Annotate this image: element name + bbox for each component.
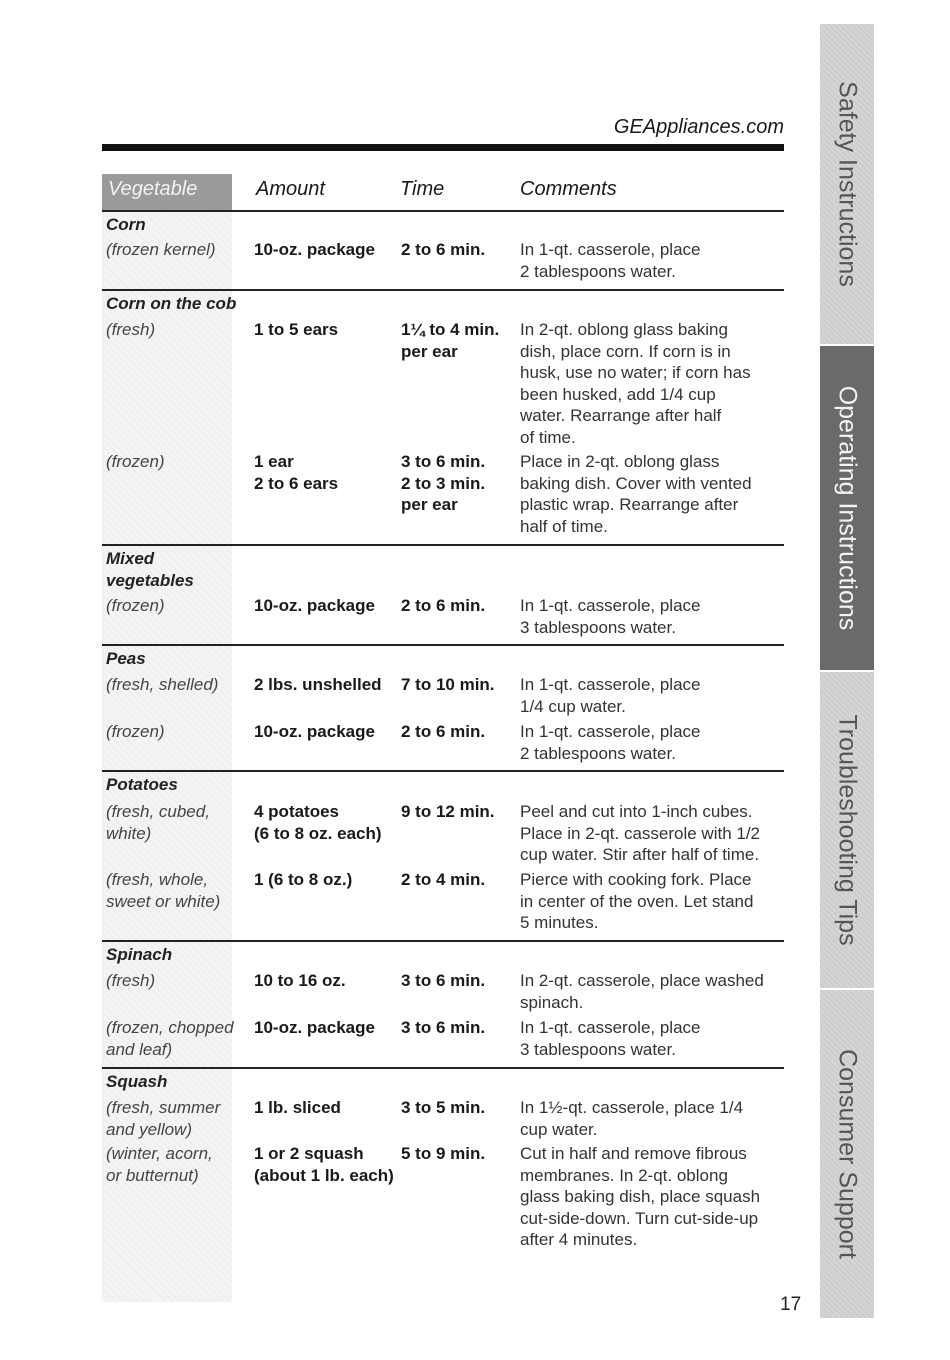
vegetable-name-mixed-vegetables: Mixed vegetables: [106, 549, 194, 590]
time-cell: 3 to 6 min. 2 to 3 min. per ear: [401, 452, 486, 514]
section-rule: [102, 644, 784, 646]
comments-cell: Peel and cut into 1-inch cubes. Place in 2-qt. casserole with 1/2 cup water. Stir after half of time.: [520, 802, 761, 864]
vegetable-subtype: (fresh, whole, sweet or white): [106, 870, 221, 911]
amount-cell: 1 ear 2 to 6 ears: [254, 452, 339, 493]
amount-cell: 10-oz. package: [254, 1018, 375, 1037]
amount-cell: 1 (6 to 8 oz.): [254, 870, 353, 889]
tab-consumer-support[interactable]: [820, 990, 874, 1318]
time-cell: 1¼ to 4 min. per ear: [401, 320, 500, 361]
comments-cell: In 2-qt. casserole, place washed spinach.: [520, 971, 764, 1012]
comments-cell: In 1-qt. casserole, place 2 tablespoons water.: [520, 240, 701, 281]
section-rule: [102, 770, 784, 772]
time-cell: 2 to 6 min.: [401, 722, 486, 741]
amount-cell: 1 lb. sliced: [254, 1098, 341, 1117]
vegetable-name-peas: Peas: [106, 649, 146, 668]
page-number: 17: [780, 1294, 802, 1315]
section-rule: [102, 544, 784, 546]
amount-cell: 2 lbs. unshelled: [254, 675, 382, 694]
col-header-amount: Amount: [256, 178, 325, 200]
vegetable-subtype: (frozen, chopped and leaf): [106, 1018, 234, 1059]
vegetable-name-spinach: Spinach: [106, 945, 173, 964]
vegetable-subtype: (fresh): [106, 971, 156, 990]
time-cell: 2 to 4 min.: [401, 870, 486, 889]
comments-cell: In 1-qt. casserole, place 3 tablespoons water.: [520, 596, 701, 637]
comments-cell: In 1-qt. casserole, place 2 tablespoons water.: [520, 722, 701, 763]
time-cell: 9 to 12 min.: [401, 802, 495, 821]
table-header-rule: [102, 210, 784, 212]
col-header-vegetable: Vegetable: [108, 178, 198, 200]
tab-operating-instructions[interactable]: [820, 346, 874, 672]
tab-label: Troubleshooting Tips: [833, 714, 862, 946]
amount-cell: 10-oz. package: [254, 240, 375, 259]
time-cell: 3 to 5 min.: [401, 1098, 486, 1117]
time-cell: 3 to 6 min.: [401, 1018, 486, 1037]
vegetable-subtype: (frozen): [106, 452, 165, 471]
comments-cell: In 1-qt. casserole, place 3 tablespoons water.: [520, 1018, 701, 1059]
vegetable-name-squash: Squash: [106, 1072, 168, 1091]
vegetable-subtype: (fresh): [106, 320, 156, 339]
vegetable-subtype: (frozen kernel): [106, 240, 216, 259]
section-rule: [102, 1067, 784, 1069]
vegetable-name-potatoes: Potatoes: [106, 775, 178, 794]
vegetable-subtype: (frozen): [106, 596, 165, 615]
vegetable-name-corn-on-the-cob: Corn on the cob: [106, 294, 237, 313]
comments-cell: Place in 2-qt. oblong glass baking dish. Cover with vented plastic wrap. Rearrange after half of time.: [520, 452, 752, 536]
amount-cell: 1 or 2 squash (about 1 lb. each): [254, 1144, 394, 1185]
site-url: GEAppliances.com: [613, 116, 784, 138]
amount-cell: 10-oz. package: [254, 722, 375, 741]
comments-cell: In 2-qt. oblong glass baking dish, place corn. If corn is in husk, use no water; if corn has been husked, add 1/4 cup water. Rearrange after half of time.: [520, 320, 751, 447]
time-cell: 5 to 9 min.: [401, 1144, 486, 1163]
section-rule: [102, 940, 784, 942]
vegetable-subtype: (fresh, summer and yellow): [106, 1098, 221, 1139]
time-cell: 7 to 10 min.: [401, 675, 495, 694]
time-cell: 3 to 6 min.: [401, 971, 486, 990]
vegetable-subtype: (frozen): [106, 722, 165, 741]
time-cell: 2 to 6 min.: [401, 596, 486, 615]
comments-cell: Cut in half and remove fibrous membranes. In 2-qt. oblong glass baking dish, place squash cut-side-down. Turn cut-side-up after 4 minutes.: [520, 1144, 761, 1249]
amount-cell: 10 to 16 oz.: [254, 971, 346, 990]
section-tabs: [820, 24, 874, 1318]
amount-cell: 4 potatoes (6 to 8 oz. each): [254, 802, 382, 843]
tab-troubleshooting-tips[interactable]: [820, 672, 874, 990]
header-rule: [102, 144, 784, 151]
tab-label: Operating Instructions: [833, 385, 862, 631]
vegetable-name-corn: Corn: [106, 215, 146, 234]
tab-safety-instructions[interactable]: [820, 24, 874, 346]
comments-cell: Pierce with cooking fork. Place in center of the oven. Let stand 5 minutes.: [520, 870, 754, 932]
amount-cell: 1 to 5 ears: [254, 320, 339, 339]
comments-cell: In 1-qt. casserole, place 1/4 cup water.: [520, 675, 701, 716]
vegetable-subtype: (fresh, shelled): [106, 675, 219, 694]
time-cell: 2 to 6 min.: [401, 240, 486, 259]
section-rule: [102, 289, 784, 291]
vegetable-subtype: (fresh, cubed, white): [106, 802, 210, 843]
tab-label: Consumer Support: [833, 1049, 862, 1259]
comments-cell: In 1½-qt. casserole, place 1/4 cup water.: [520, 1098, 744, 1139]
vegetable-subtype: (winter, acorn, or butternut): [106, 1144, 213, 1185]
col-header-comments: Comments: [520, 178, 617, 200]
amount-cell: 10-oz. package: [254, 596, 375, 615]
col-header-time: Time: [400, 178, 445, 200]
tab-label: Safety Instructions: [833, 81, 862, 287]
